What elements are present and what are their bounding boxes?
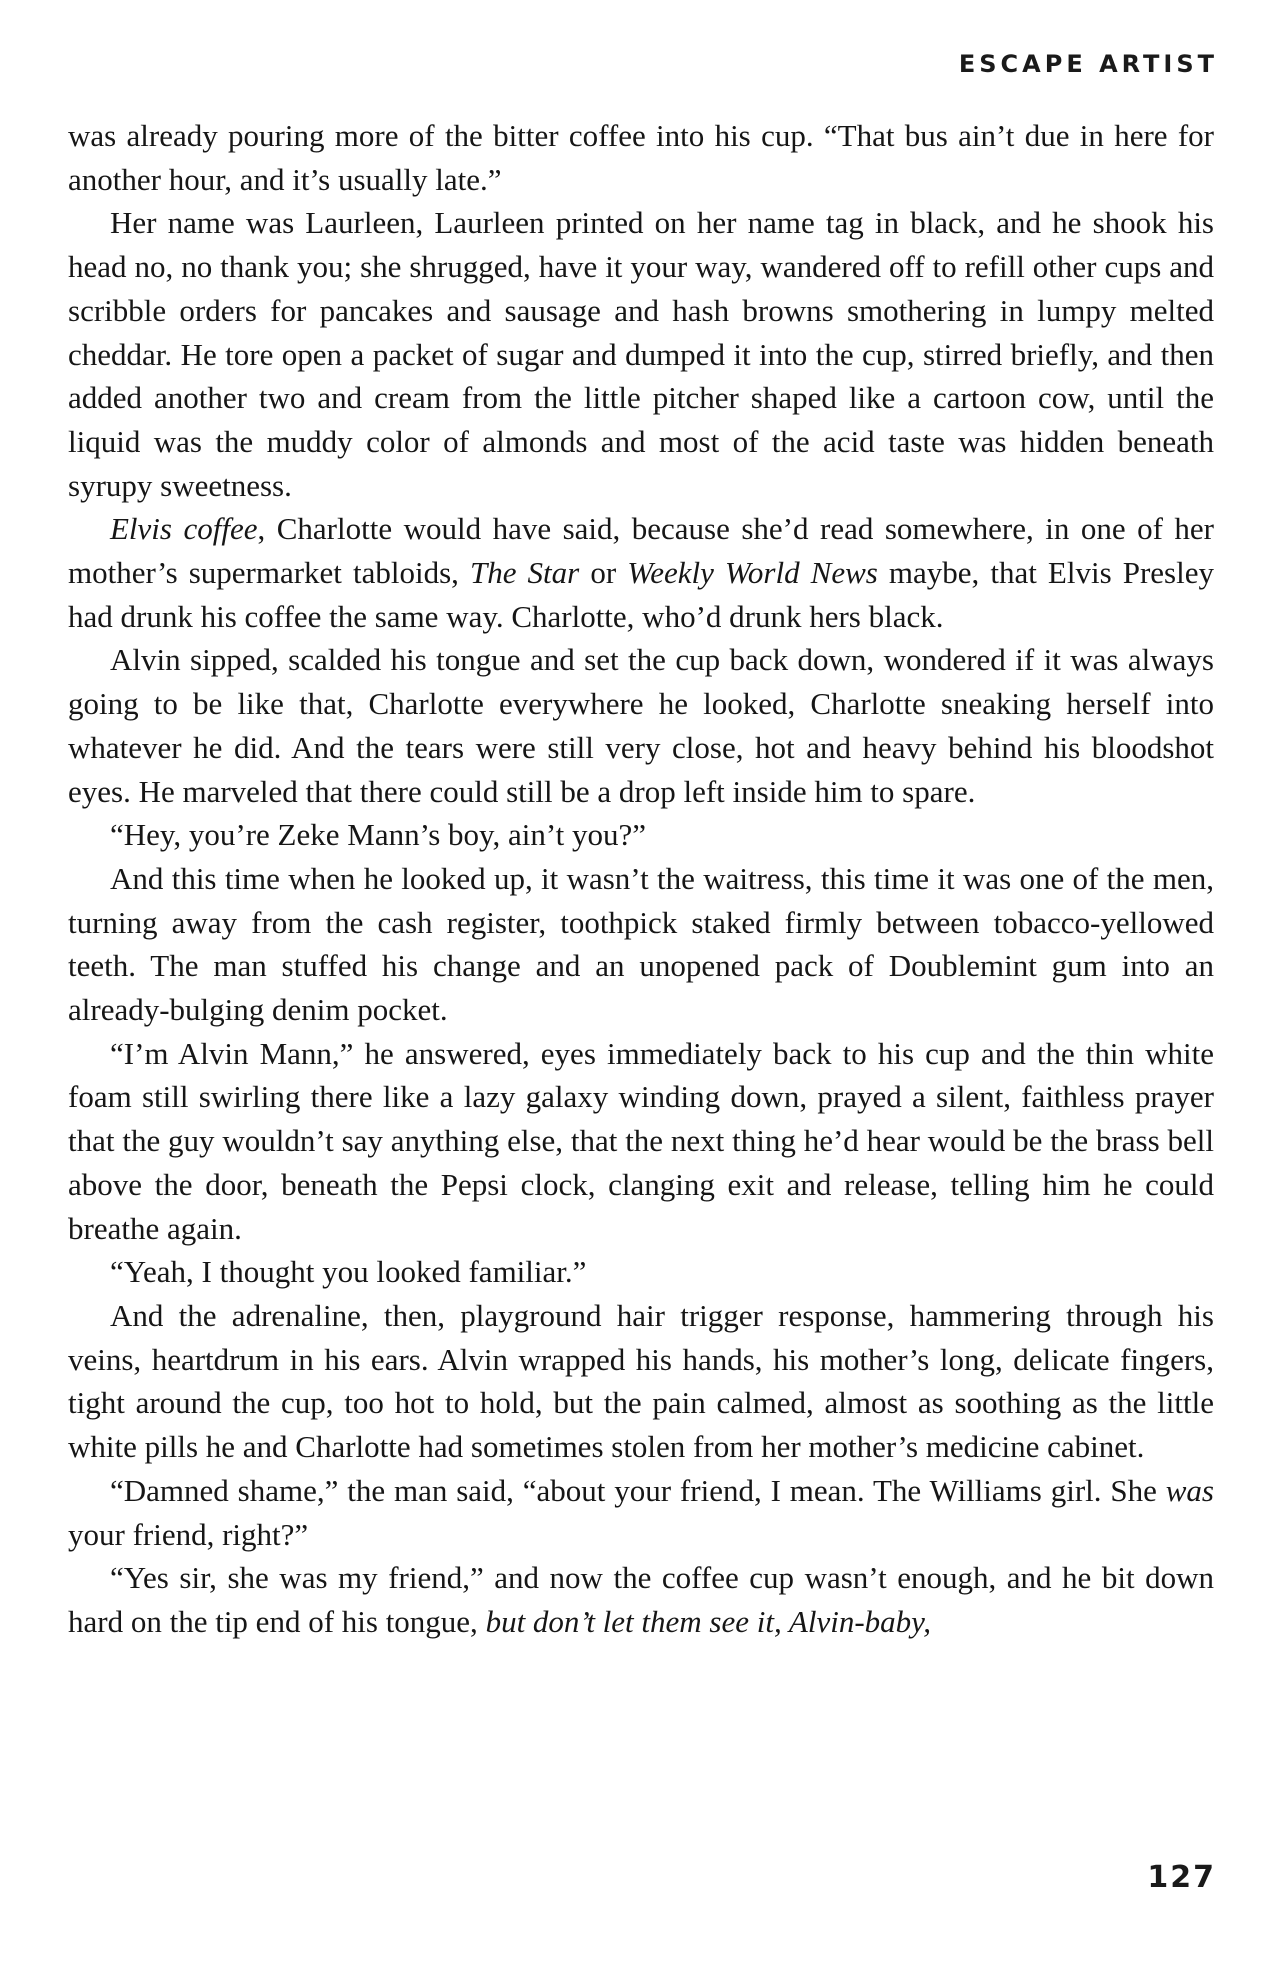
italic-text-segment: but don’t let them see it, Alvin-baby,: [485, 1603, 931, 1639]
text-segment: your friend, right?”: [68, 1516, 309, 1552]
italic-text-segment: The Star: [469, 555, 580, 591]
text-segment: “Yes sir, she was my friend,” and now the coffee cup wasn’t enough, and he bit down hard on the tip end of his tongue,: [68, 1560, 1214, 1639]
text-segment: was already pouring more of the bitter coffee into his cup. “That bus ain’t due in here for another hour, and it’s usually late.”: [68, 118, 1214, 197]
paragraph: [68, 201, 1214, 507]
paragraph: [68, 638, 1214, 813]
text-segment: “Hey, you’re Zeke Mann’s boy, ain’t you?”: [110, 817, 647, 853]
text-segment: maybe, that Elvis Presley had drunk his coffee the same way. Charlotte, who’d drunk hers black.: [68, 555, 1214, 634]
text-segment: And this time when he looked up, it wasn’t the waitress, this time it was one of the men, turning away from the cash register, toothpick staked firmly between tobacco-yellowed teeth. The man stuffed his change and an unopened pack of Doublemint gum into an already-bulging denim pocket.: [68, 860, 1214, 1028]
paragraph: [68, 1250, 1214, 1294]
running-head: ESCAPE ARTIST: [958, 50, 1218, 78]
paragraph: [68, 1469, 1214, 1556]
italic-text-segment: Elvis coffee: [110, 511, 258, 547]
text-segment: or: [579, 555, 628, 591]
paragraph: [68, 1032, 1214, 1251]
paragraph: [68, 813, 1214, 857]
body-text: [68, 114, 1214, 1644]
text-segment: “Yeah, I thought you looked familiar.”: [110, 1254, 587, 1290]
page-number: 127: [1147, 1860, 1216, 1895]
paragraph: [68, 507, 1214, 638]
text-segment: “I’m Alvin Mann,” he answered, eyes immediately back to his cup and the thin white foam still swirling there like a lazy galaxy winding down, prayed a silent, faithless prayer that the guy wouldn’t say anything else, that the next thing he’d hear would be the brass bell above the door, beneath the Pepsi clock, clanging exit and release, telling him he could breathe again.: [68, 1035, 1214, 1246]
text-segment: And the adrenaline, then, playground hair trigger response, hammering through his veins, heartdrum in his ears. Alvin wrapped his hands, his mother’s long, delicate fingers, tight around the cup, too hot to hold, but the pain calmed, almost as soothing as the little white pills he and Charlotte had sometimes stolen from her mother’s medicine cabinet.: [68, 1297, 1214, 1465]
paragraph: [68, 1556, 1214, 1643]
italic-text-segment: Weekly World News: [627, 555, 878, 591]
italic-text-segment: was: [1165, 1472, 1214, 1508]
text-segment: Alvin sipped, scalded his tongue and set the cup back down, wondered if it was always going to be like that, Charlotte everywhere he looked, Charlotte sneaking herself into whatever he did. And the tears were still very close, hot and heavy behind his bloodshot eyes. He marveled that there could still be a drop left inside him to spare.: [68, 642, 1214, 809]
text-segment: , Charlotte would have said, because she’d read somewhere, in one of her mother’s supermarket tabloids,: [68, 511, 1214, 591]
text-segment: “Damned shame,” the man said, “about your friend, I mean. The Williams girl. She: [110, 1472, 1166, 1508]
paragraph: [68, 1294, 1214, 1469]
text-segment: Her name was Laurleen, Laurleen printed on her name tag in black, and he shook his head no, no thank you; she shrugged, have it your way, wandered off to refill other cups and scribble orders for pancakes and sausage and hash browns smothering in lumpy melted cheddar. He tore open a packet of sugar and dumped it into the cup, stirred briefly, and then added another two and cream from the little pitcher shaped like a cartoon cow, until the liquid was the muddy color of almonds and most of the acid taste was hidden beneath syrupy sweetness.: [68, 205, 1214, 503]
paragraph: [68, 857, 1214, 1032]
paragraph: [68, 114, 1214, 201]
